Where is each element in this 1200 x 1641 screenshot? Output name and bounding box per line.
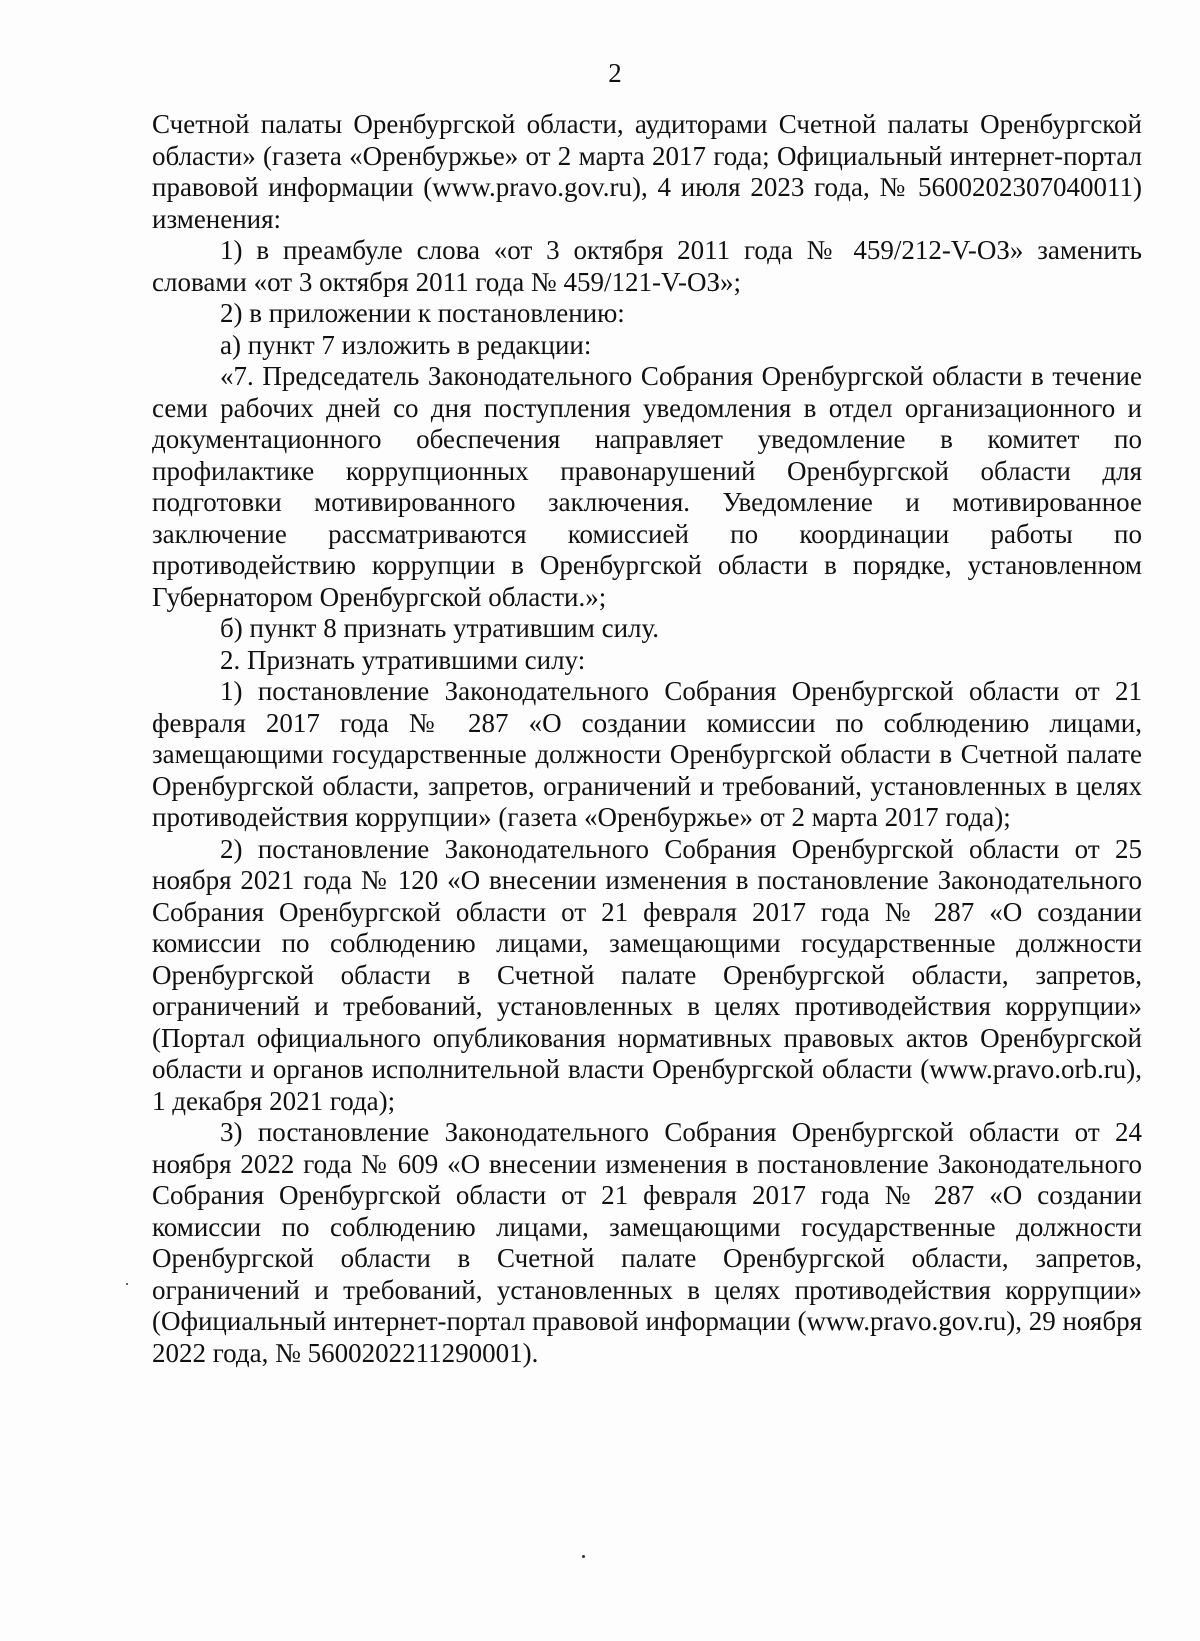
paragraph-repeal-3: 3) постановление Законодательного Собрания Оренбургской области от 24 ноября 2022 года № 609 «О внесении изменения в постановление Законодательного Собрания Оренбургской области от 21 февраля 2017 года № 287 «О создании комиссии по соблюдению лицами, замещающими государственные должности Оренбургской области в Счетной палате Оренбургской области, запретов, ограничений и требований, установленных в целях противодействия коррупции» (Официальный интернет-портал правовой информации (www.pravo.gov.ru), 29 ноября 2022 года, № 5600202211290001). [152,1117,1142,1368]
paragraph-item-1-preamble: 1) в преамбуле слова «от 3 октября 2011 года № 459/212-V-ОЗ» заменить словами «от 3 октября 2011 года № 459/121-V-ОЗ»; [152,235,1142,297]
paragraph-item-b: б) пункт 8 признать утратившим силу. [220,613,660,643]
paragraph-repeal-2: 2) постановление Законодательного Собрания Оренбургской области от 25 ноября 2021 года № 120 «О внесении изменения в постановление Законодательного Собрания Оренбургской области от 21 февраля 2017 года № 287 «О создании комиссии по соблюдению лицами, замещающими государственные должности Оренбургской области в Счетной палате Оренбургской области, запретов, ограничений и требований, установленных в целях противодействия коррупции» (Портал официального опубликования нормативных правовых актов Оренбургской области и органов исполнительной власти Оренбургской области (www.pravo.orb.ru), 1 декабря 2021 года); [152,833,1142,1116]
scan-speck [126,1283,128,1285]
paragraph-item-2-appendix: 2) в приложении к постановлению: [220,298,625,328]
paragraph-item-a: а) пункт 7 изложить в редакции: [220,329,592,360]
paragraph-repeal-1: 1) постановление Законодательного Собрания Оренбургской области от 21 февраля 2017 года № 287 «О создании комиссии по соблюдению лицами, замещающими государственные должности Оренбургской области в Счетной палате Оренбургской области, запретов, ограничений и требований, установленных в целях противодействия коррупции» (газета «Оренбуржье» от 2 марта 2017 года); [152,676,1142,832]
paragraph-point-7: «7. Председатель Законодательного Собрания Оренбургской области в течение семи рабочих дней со дня поступления уведомления в отдел организационного и документационного обеспечения направляет уведомление в комитет по профилактике коррупционных правонарушений Оренбургской области для подготовки мотивированного заключения. Уведомление и мотивированное заключение рассматриваются комиссией по координации работы по противодействию коррупции в Оренбургской области в порядке, установленном Губернатором Оренбургской области.»; [152,361,1142,612]
paragraph-continuation: Счетной палаты Оренбургской области, аудиторами Счетной палаты Оренбургской области» (газета «Оренбуржье» от 2 марта 2017 года; Официальный интернет-портал правовой информации (www.pravo.gov.ru), 4 июля 2023 года, № 5600202307040011) изменения: [152,109,1142,234]
document-body [152,109,1142,1369]
page-number: 2 [608,58,622,88]
paragraph-section-2: 2. Признать утратившими силу: [220,644,586,675]
scan-speck [582,1555,585,1558]
